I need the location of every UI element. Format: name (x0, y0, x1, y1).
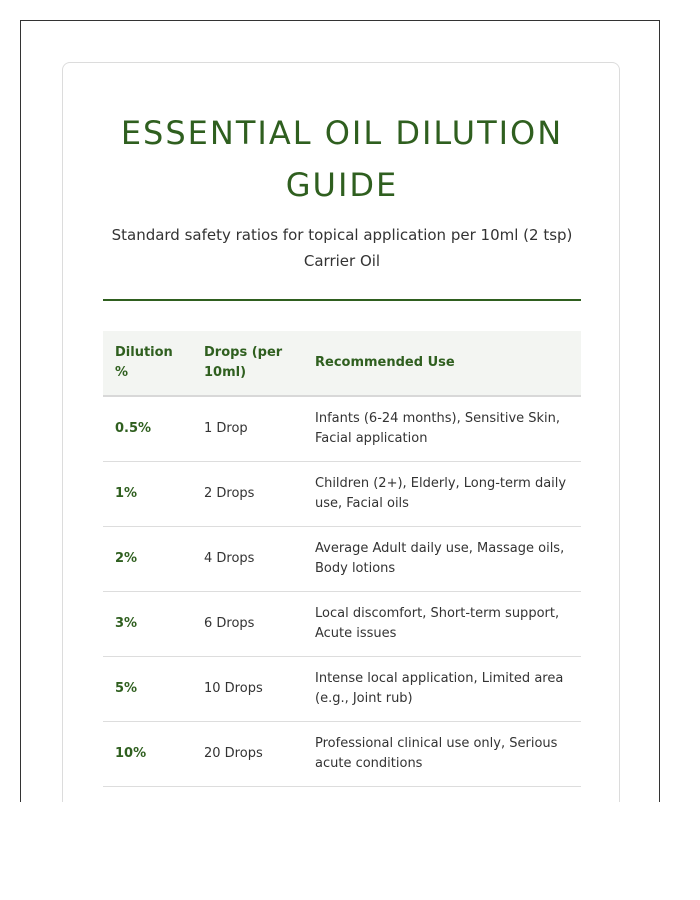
cell-use: Infants (6-24 months), Sensitive Skin, Facial application (315, 410, 561, 446)
cell-use: Local discomfort, Short-term support, Acute issues (315, 605, 560, 641)
cell-dilution: 0.5% (115, 420, 152, 436)
table-row (103, 396, 581, 461)
cell-dilution: 3% (115, 615, 138, 631)
cell-use: Children (2+), Elderly, Long-term daily use, Facial oils (315, 475, 567, 511)
header-recommended-use: Recommended Use (303, 331, 581, 396)
cell-use: Average Adult daily use, Massage oils, Body lotions (315, 540, 565, 576)
page-subtitle: Standard safety ratios for topical application per 10ml (2 tsp) Carrier Oil (111, 226, 573, 270)
header-drops: Drops (per 10ml) (192, 331, 303, 396)
guide-card (62, 62, 620, 802)
cell-use: Professional clinical use only, Serious acute conditions (315, 735, 558, 771)
cell-dilution: 5% (115, 680, 138, 696)
table-row (103, 656, 581, 721)
page-title: ESSENTIAL OIL DILUTION GUIDE (120, 114, 564, 204)
cell-drops: 2 Drops (204, 485, 255, 501)
dilution-table (103, 331, 581, 787)
title-divider (103, 299, 581, 301)
cell-dilution: 10% (115, 745, 147, 761)
table-header-row (103, 331, 581, 396)
cell-use: Intense local application, Limited area (e.g., Joint rub) (315, 670, 564, 706)
cell-drops: 6 Drops (204, 615, 255, 631)
cell-drops: 4 Drops (204, 550, 255, 566)
page-frame (20, 20, 660, 802)
cell-dilution: 2% (115, 550, 138, 566)
table-row (103, 526, 581, 591)
table-row (103, 721, 581, 786)
cell-drops: 20 Drops (204, 745, 263, 761)
header-dilution: Dilution % (103, 331, 192, 396)
table-row (103, 591, 581, 656)
cell-drops: 10 Drops (204, 680, 263, 696)
table-row (103, 461, 581, 526)
cell-drops: 1 Drop (204, 420, 248, 436)
cell-dilution: 1% (115, 485, 138, 501)
